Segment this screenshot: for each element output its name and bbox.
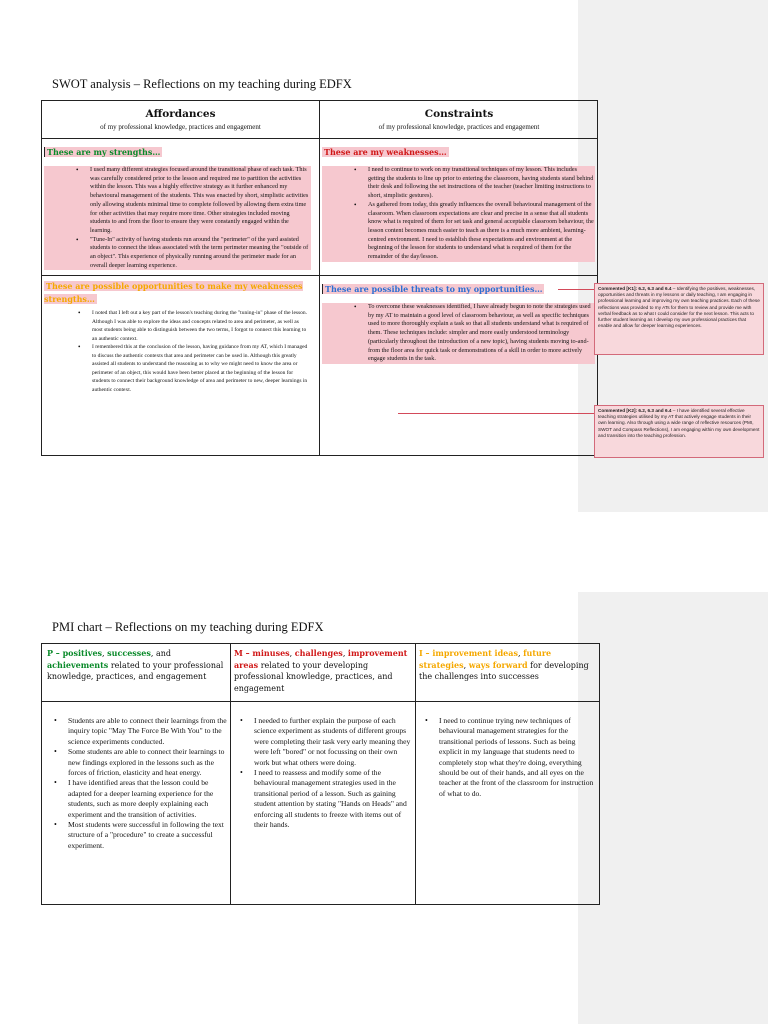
interesting-cell[interactable]: [419, 716, 597, 799]
comment-k1[interactable]: [594, 283, 764, 355]
comment-text: – Identifying the positives, weaknesses, opportunities and threats in my lessons or daily teaching, I am engaging in professional learning and improving my own teaching practices. Each of these reflections was provided to my ATs for them to review and provide me with verbal feedback as to what I could consider for the next lesson. This acts to further student learning as I develop my own professional practices that enable and allow for deeper learning experiences.: [598, 286, 760, 329]
weaknesses-cell[interactable]: [322, 142, 597, 274]
list-item: • I need to reassess and modify some of the behavioural management strategies used in the transitional period of a lesson. Such as gaining student attention by stating "Hands on Heads" and enforcing all students to freeze with items out of their hands.: [234, 768, 412, 830]
list-item: • I have identified areas that the lesson could be adapted for a deeper learning experience for the students, such as more deeply explaining each experiment and the transition of activities.: [48, 778, 228, 820]
list-item: • I used many different strategies focused around the transitional phase of each task. This was carefully considered prior to the lesson and required me to partition the activities within the lesson. This was a highly effective strategy as it further enhanced my behavioural management of the students. This was enacted by short, simplistic activities only allowing students minimal time to complete followed by allowing them extra time for other activities that may require more time. Other strategies included moving students to and from the floor to ensure they were constantly engaged within the learning.: [44, 166, 311, 236]
affordances-heading: Affordances: [145, 108, 216, 120]
list-item: • As gathered from today, this greatly influences the overall behavioural management of the classroom. When classroom expectations are clear and precise in a sense that all students know what is required of them for set task and general acceptable classroom behaviour, the lesson content becomes much easier to teach as there is a much more ambient, learning-centred environment. I need to establish these expectations and environment at the beginning of the lesson for students to understand what is required of them for the remainder of the day/lesson.: [322, 201, 595, 262]
page-break: [578, 512, 768, 592]
strengths-cell[interactable]: [44, 142, 317, 274]
list-item: • I need to continue to work on my transitional techniques of my lesson. This includes getting the students to line up prior to entering the classroom, having students stand behind their desk and following the set instructions of the teacher (teacher limiting instructions to short, simplistic gestures).: [322, 166, 595, 201]
opportunities-cell[interactable]: [44, 279, 317, 455]
constraints-heading: Constraints: [424, 108, 494, 120]
list-item: • Some students are able to connect their learnings to new findings explored in the lessons such as the forces of friction, elasticity and heat energy.: [48, 747, 228, 778]
threats-label: These are possible threats to my opportunities…: [322, 284, 544, 294]
swot-title: SWOT analysis – Reflections on my teaching during EDFX: [52, 77, 352, 91]
comment-connector: [398, 413, 594, 414]
list-item: • I needed to further explain the purpose of each science experiment as students of different groups were completing their task very early meaning they were left "bored" or not focussing on their own work but what others were doing.: [234, 716, 412, 768]
opportunities-label: These are possible opportunities to make my weaknesses strengths…: [44, 281, 303, 304]
comment-label: Commented [K1]:: [598, 286, 638, 291]
list-item: • Students are able to connect their learnings from the inquiry topic "May The Force Be With You" to the science experiments conducted.: [48, 716, 228, 747]
comment-k2[interactable]: [594, 405, 764, 458]
list-item: • Most students were successful in following the text structure of a "procedure" to create a successful experiment.: [48, 820, 228, 851]
comment-ref: 6.2, 6.3 and 6.4: [638, 408, 672, 413]
comment-label: Commented [K2]:: [598, 408, 638, 413]
comment-connector: [558, 289, 594, 290]
list-item: • I remembered this at the conclusion of the lesson, having guidance from my AT, which I managed to discuss the authentic contexts that area and perimeter can be used in. Although this greatly assisted all students to understand the reasoning as to why we might need to know the area or perimeter of an object, this would have been better placed at the beginning of the lesson for students to connect their background knowledge of area and perimeter to new, deeper learnings in authentic context.: [44, 343, 309, 394]
comment-ref: 6.2, 6.3 and 6.4: [638, 286, 672, 291]
constraints-header: [320, 108, 598, 131]
threats-cell[interactable]: [322, 279, 597, 455]
list-item: • To overcome these weaknesses identified, I have already begun to note the strategies used by my AT to maintain a good level of classroom behaviour, as well as specific techniques used to more thoroughly explain a task so that all students understand what is required of them. These techniques include: simpler and more easily understood terminology (particularly throughout the introduction of a new topic), having students moving to-and-from the floor area for quick task or demonstrations of a skill in order to more actively engage students in the task.: [322, 303, 595, 364]
strengths-label: These are my strengths…: [44, 147, 162, 157]
affordances-subheading: of my professional knowledge, practices and engagement: [100, 123, 261, 131]
plus-cell[interactable]: [48, 716, 228, 851]
minus-header: M – minuses, challenges, improvement areas related to your developing professional knowledge, practices, and engagement: [234, 648, 408, 693]
list-item: • I noted that I left out a key part of the lesson's teaching during the "tuning-in" phase of the lesson. Although I was able to explore the ideas and concepts related to area and perimeter, as well as most students being able to distinguish between the two terms, I forgot to connect this learning to an authentic context.: [44, 309, 309, 343]
interesting-header: I – improvement ideas, future strategies, ways forward for developing the challenges into successes: [419, 648, 589, 681]
pmi-title: PMI chart – Reflections on my teaching during EDFX: [52, 620, 324, 634]
pmi-table: [41, 643, 600, 905]
swot-table: [41, 100, 598, 456]
weaknesses-label: These are my weaknesses…: [324, 147, 447, 157]
affordances-header: [42, 108, 319, 131]
list-item: • "Tune-In" activity of having students run around the "perimeter" of the yard assisted students to connect the ideas associated with the term perimeter meaning the "outside of an object". This experience of physically running around the perimeter made for an overall deeper learning experience.: [44, 236, 311, 271]
minus-cell[interactable]: [234, 716, 412, 830]
comment-text: – I have identified several effective teaching strategies utilised by my AT that actively engage students in their own learning. Also through using a wide range of reflective resources (PMI, SWOT and Compass Reflections), I am engaging within my own development and transition into the teaching profession.: [598, 408, 760, 438]
list-item: • I need to continue trying new techniques of behavioural management strategies for the transitional periods of lessons. Such as being explicit in my language that students need to completely stop what they're doing, everything should be out of their hands, and all eyes on the teacher at the front of the classroom for instruction of what to do.: [419, 716, 597, 799]
plus-header: P – positives, successes, and achievements related to your professional knowledge, practices, and engagement: [47, 648, 224, 681]
constraints-subheading: of my professional knowledge, practices and engagement: [378, 123, 540, 131]
